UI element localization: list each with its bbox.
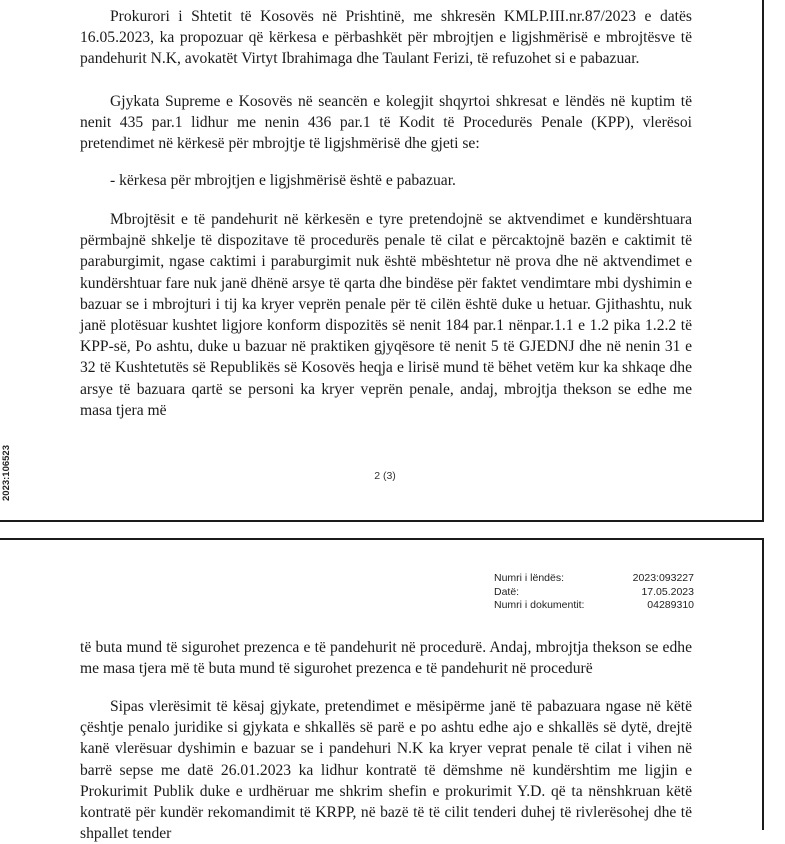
paragraph-prosecutor-proposal: Prokurori i Shtetit të Kosovës në Prishtinë, me shkresën KMLP.III.nr.87/2023 e datës 16.05.2023, ka propozuar që kërkesa e përbashkët për mbrojtjen e ligjshmërisë e mbrojtësve të pandehurit N.K, avokatët Virtyt Ibrahimaga dhe Taulant Ferizi, të refuzohet si e pabazuar.: [80, 8, 692, 68]
document-number-label: Numri i dokumentit:: [494, 599, 585, 612]
paragraph-continuation: të buta mund të sigurohet prezenca e të pandehurit në procedurë. Andaj, mbrojtja thekson se edhe me masa tjera më të buta mund të sigurohet prezenca e të pandehurit në procedurë: [80, 639, 692, 678]
page-number: 2 (3): [374, 470, 396, 482]
document-metadata: [494, 572, 694, 613]
paragraph-court-assessment: Sipas vlerësimit të kësaj gjykate, pretendimet e mësipërme janë të pabazuara ngase në këtë çështje penalo juridike si gjykata e shkallës së parë e po ashtu edhe ajo e shkallës së dytë, drejtë kanë vlerësuar dyshimin e bazuar se i pandehuri N.K ka kryer veprat penale të cilat i vihen në barrë sepse me datë 26.01.2023 ka lidhur kontratë të dëmshme në kundërshtim me ligjin e Prokurimit Publik duke e urdhëruar me shkrim shefin e prokurimit Y.D. që ta nënshkruan këtë kontratë për kundër rekomandimit të KRPP, në bazë të të cilit tenderi duhej të rivlerësohej dhe të shpallet tender: [80, 698, 692, 843]
case-number-row: [494, 572, 694, 586]
paragraph-finding: - kërkesa për mbrojtjen e ligjshmërisë është e pabazuar.: [110, 172, 456, 189]
side-reference-number: 2023:106523: [1, 445, 12, 501]
case-number-value: 2023:093227: [632, 572, 694, 584]
paragraph-defense-claims: Mbrojtësit e të pandehurit në kërkesën e tyre pretendojnë se aktvendimet e kundërshtuara përmbajnë shkelje të dispozitave të procedurës penale të cilat e përcaktojnë bazën e caktimit të paraburgimit, ngase caktimi i paraburgimit nuk është mbështetur në prova dhe në aktvendimet e kundërshtuar fare nuk janë dhënë arsye të qarta dhe bindëse për faktet vendimtare mbi dyshimin e bazuar se i mbrojturi i tij ka kryer veprën penale për të cilën është duke u hetuar. Gjithashtu, nuk janë plotësuar kushtet ligjore konform dispozitës së nenit 184 par.1 nënpar.1.1 e 1.2 pika 1.2.2 të KPP-së, Po ashtu, duke u bazuar në praktiken gjyqësore të nenit 5 të GJEDNJ dhe në nenin 31 e 32 të Kushtetutës së Republikës së Kosovës heqja e lirisë mund të bëhet vetëm kur ka shkaqe dhe arsye të bazuara qartë se personi ka kryer veprën penale, andaj, mbrojtja thekson se edhe me masa tjera më: [80, 211, 692, 419]
document-number-row: [494, 599, 694, 613]
document-number-value: 04289310: [647, 599, 694, 612]
date-row: [494, 586, 694, 600]
date-label: Datë:: [494, 585, 520, 598]
date-value: 17.05.2023: [641, 585, 694, 598]
case-number-label: Numri i lëndës:: [494, 572, 565, 584]
paragraph-court-review: Gjykata Supreme e Kosovës në seancën e kolegjit shqyrtoi shkresat e lëndës në kuptim të nenit 435 par.1 lidhur me nenin 436 par.1 të Kodit të Procedurës Penale (KPP), vlerësoi pretendimet në kërkesë për mbrojtje të ligjshmërisë dhe gjeti se:: [80, 93, 692, 153]
